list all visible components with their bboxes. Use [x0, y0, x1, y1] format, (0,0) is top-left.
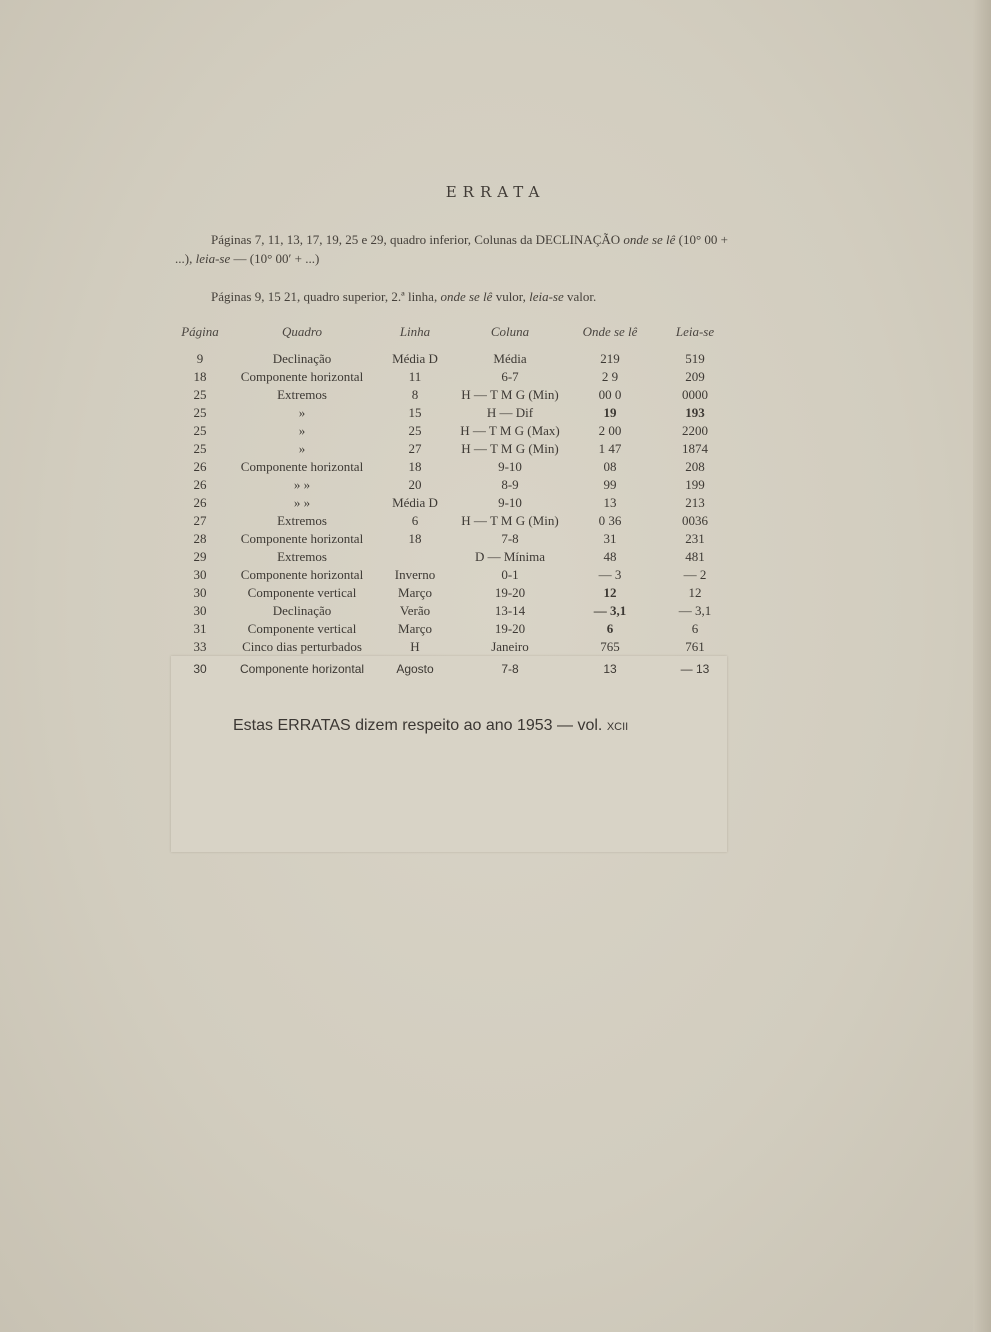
table-row	[170, 585, 740, 603]
cell-linha: 25	[408, 423, 422, 438]
table-row	[170, 387, 740, 405]
cell-leia: 193	[685, 405, 705, 420]
cell-coluna: H — T M G (Min)	[461, 513, 559, 528]
cell-linha: Inverno	[394, 567, 436, 582]
cell-linha: 27	[408, 441, 422, 456]
table-row	[170, 441, 740, 459]
header-onde-se-le: Onde se lê	[582, 324, 638, 339]
cell-leia: 199	[685, 477, 705, 492]
cell-linha: 20	[408, 477, 422, 492]
errata-paragraph-spelling	[211, 287, 731, 306]
cell-coluna: D — Mínima	[474, 549, 546, 564]
cell-coluna: H — T M G (Min)	[461, 387, 559, 402]
cell-quadro: Componente horizontal	[240, 459, 364, 474]
patch-table-row	[170, 662, 740, 680]
cell-quadro: Componente vertical	[247, 621, 357, 636]
cell-pagina: 25	[193, 405, 207, 420]
cell-quadro: Componente horizontal	[240, 369, 364, 384]
cell-onde: 0 36	[598, 513, 622, 528]
cell-linha: Março	[398, 585, 432, 600]
cell-leia: 213	[685, 495, 705, 510]
page-title: ERRATA	[445, 183, 546, 201]
table-row	[170, 531, 740, 549]
cell-coluna: Média	[493, 351, 527, 366]
cell-quadro: Extremos	[277, 549, 327, 564]
cell-pagina: 30	[193, 603, 207, 618]
cell-coluna: 6-7	[501, 369, 519, 384]
table-row	[170, 549, 740, 567]
paragraph2-italic-b: leia-se	[529, 289, 564, 304]
table-row	[170, 639, 740, 657]
cell-coluna: H — T M G (Max)	[460, 423, 560, 438]
patch-cell-pagina: 30	[193, 662, 207, 676]
table-row	[170, 351, 740, 369]
cell-pagina: 25	[193, 423, 207, 438]
cell-linha: 6	[411, 513, 419, 528]
cell-leia: 208	[685, 459, 705, 474]
cell-coluna: 19-20	[494, 621, 526, 636]
table-row	[170, 405, 740, 423]
table-header	[170, 324, 740, 342]
paragraph2-text-b: vulor,	[492, 289, 530, 304]
cell-onde: 48	[603, 549, 617, 564]
table-row	[170, 621, 740, 639]
cell-leia: 519	[685, 351, 705, 366]
cell-pagina: 30	[193, 567, 207, 582]
cell-quadro: Declinação	[272, 351, 332, 366]
cell-linha: H	[410, 639, 420, 654]
cell-onde: 765	[600, 639, 620, 654]
cell-quadro: Cinco dias perturbados	[242, 639, 362, 654]
cell-leia: 231	[685, 531, 705, 546]
cell-onde: 12	[603, 585, 617, 600]
paragraph1-text-a: Páginas 7, 11, 13, 17, 19, 25 e 29, quadro inferior, Colunas da DECLINAÇÃO	[211, 232, 624, 247]
cell-leia: 0000	[682, 387, 708, 402]
cell-leia: 481	[685, 549, 705, 564]
cell-quadro: »	[298, 441, 306, 456]
cell-onde: 00 0	[598, 387, 622, 402]
cell-onde: 2 00	[598, 423, 622, 438]
cell-linha: Média D	[392, 351, 438, 366]
pasted-correction-slip	[171, 656, 727, 852]
cell-linha: Verão	[399, 603, 431, 618]
cell-linha: 15	[408, 405, 422, 420]
cell-onde: 13	[603, 495, 617, 510]
header-pagina: Página	[181, 324, 219, 339]
header-linha: Linha	[399, 324, 431, 339]
patch-cell-coluna: 7-8	[501, 662, 519, 676]
header-quadro: Quadro	[282, 324, 322, 339]
paragraph1-text-b: (10° 00 + ...),	[175, 232, 729, 266]
cell-pagina: 33	[193, 639, 207, 654]
cell-pagina: 28	[193, 531, 207, 546]
cell-pagina: 30	[193, 585, 207, 600]
table-row	[170, 495, 740, 513]
cell-linha: Média D	[392, 495, 438, 510]
cell-linha: 18	[408, 459, 422, 474]
cell-leia: 209	[685, 369, 705, 384]
cell-pagina: 18	[193, 369, 207, 384]
cell-quadro: »	[298, 405, 306, 420]
paragraph2-italic-a: onde se lê	[440, 289, 493, 304]
cell-quadro: Extremos	[277, 513, 327, 528]
cell-quadro: Extremos	[277, 387, 327, 402]
cell-leia: 12	[688, 585, 702, 600]
cell-quadro: Componente vertical	[247, 585, 357, 600]
cell-coluna: Janeiro	[491, 639, 529, 654]
cell-coluna: 13-14	[494, 603, 526, 618]
paragraph1-text-c: — (10° 00′ + ...)	[230, 251, 320, 266]
cell-pagina: 26	[193, 477, 207, 492]
table-row	[170, 603, 740, 621]
errata-year-note	[233, 717, 628, 735]
cell-pagina: 27	[193, 513, 207, 528]
cell-onde: 31	[603, 531, 617, 546]
cell-onde: 99	[603, 477, 617, 492]
cell-leia: 761	[685, 639, 705, 654]
cell-coluna: H — Dif	[486, 405, 534, 420]
note-volume: xcii	[606, 717, 629, 734]
cell-coluna: 19-20	[494, 585, 526, 600]
cell-pagina: 31	[193, 621, 207, 636]
cell-coluna: 9-10	[498, 495, 522, 510]
patch-cell-quadro: Componente horizontal	[239, 662, 365, 676]
table-row	[170, 567, 740, 585]
cell-linha: 8	[411, 387, 419, 402]
cell-quadro: Componente horizontal	[240, 531, 364, 546]
cell-onde: 6	[606, 621, 614, 636]
header-coluna: Coluna	[490, 324, 530, 339]
cell-linha: 11	[408, 369, 422, 384]
cell-quadro: Declinação	[272, 603, 332, 618]
cell-linha: Março	[398, 621, 432, 636]
cell-pagina: 26	[193, 495, 207, 510]
cell-quadro: » »	[293, 495, 311, 510]
note-text: Estas ERRATAS dizem respeito ao ano 1953 — vol.	[233, 717, 607, 734]
cell-leia: 2200	[682, 423, 708, 438]
cell-leia: 1874	[682, 441, 708, 456]
table-row	[170, 477, 740, 495]
cell-leia: — 3,1	[678, 603, 712, 618]
cell-onde: 08	[603, 459, 617, 474]
cell-pagina: 25	[193, 441, 207, 456]
cell-onde: — 3,1	[593, 603, 627, 618]
cell-pagina: 9	[196, 351, 204, 366]
table-row	[170, 513, 740, 531]
table-row	[170, 369, 740, 387]
cell-onde: 219	[600, 351, 620, 366]
paragraph1-italic-b: leia-se	[195, 251, 231, 266]
cell-onde: 1 47	[598, 441, 622, 456]
cell-leia: 0036	[682, 513, 708, 528]
cell-coluna: 8-9	[501, 477, 519, 492]
cell-onde: 19	[603, 405, 617, 420]
paragraph2-text-c: valor.	[563, 289, 597, 304]
patch-cell-leia: — 13	[680, 662, 710, 676]
cell-coluna: 9-10	[498, 459, 522, 474]
cell-pagina: 29	[193, 549, 207, 564]
cell-quadro: Componente horizontal	[240, 567, 364, 582]
patch-cell-onde: 13	[603, 662, 617, 676]
cell-onde: 2 9	[601, 369, 619, 384]
cell-quadro: »	[298, 423, 306, 438]
patch-cell-linha: Agosto	[396, 662, 434, 676]
cell-leia: 6	[691, 621, 699, 636]
paragraph2-text-a: Páginas 9, 15 21, quadro superior, 2.ª linha,	[211, 289, 441, 304]
cell-quadro: » »	[293, 477, 311, 492]
cell-pagina: 25	[193, 387, 207, 402]
cell-coluna: 7-8	[501, 531, 519, 546]
cell-coluna: 0-1	[501, 567, 519, 582]
cell-coluna: H — T M G (Min)	[461, 441, 559, 456]
cell-pagina: 26	[193, 459, 207, 474]
table-row	[170, 459, 740, 477]
paragraph1-italic-a: onde se lê	[623, 232, 676, 247]
header-leia-se: Leia-se	[675, 324, 715, 339]
errata-paragraph-declination	[175, 230, 745, 268]
cell-onde: — 3	[598, 567, 622, 582]
table-row	[170, 423, 740, 441]
cell-leia: — 2	[683, 567, 707, 582]
cell-linha: 18	[408, 531, 422, 546]
